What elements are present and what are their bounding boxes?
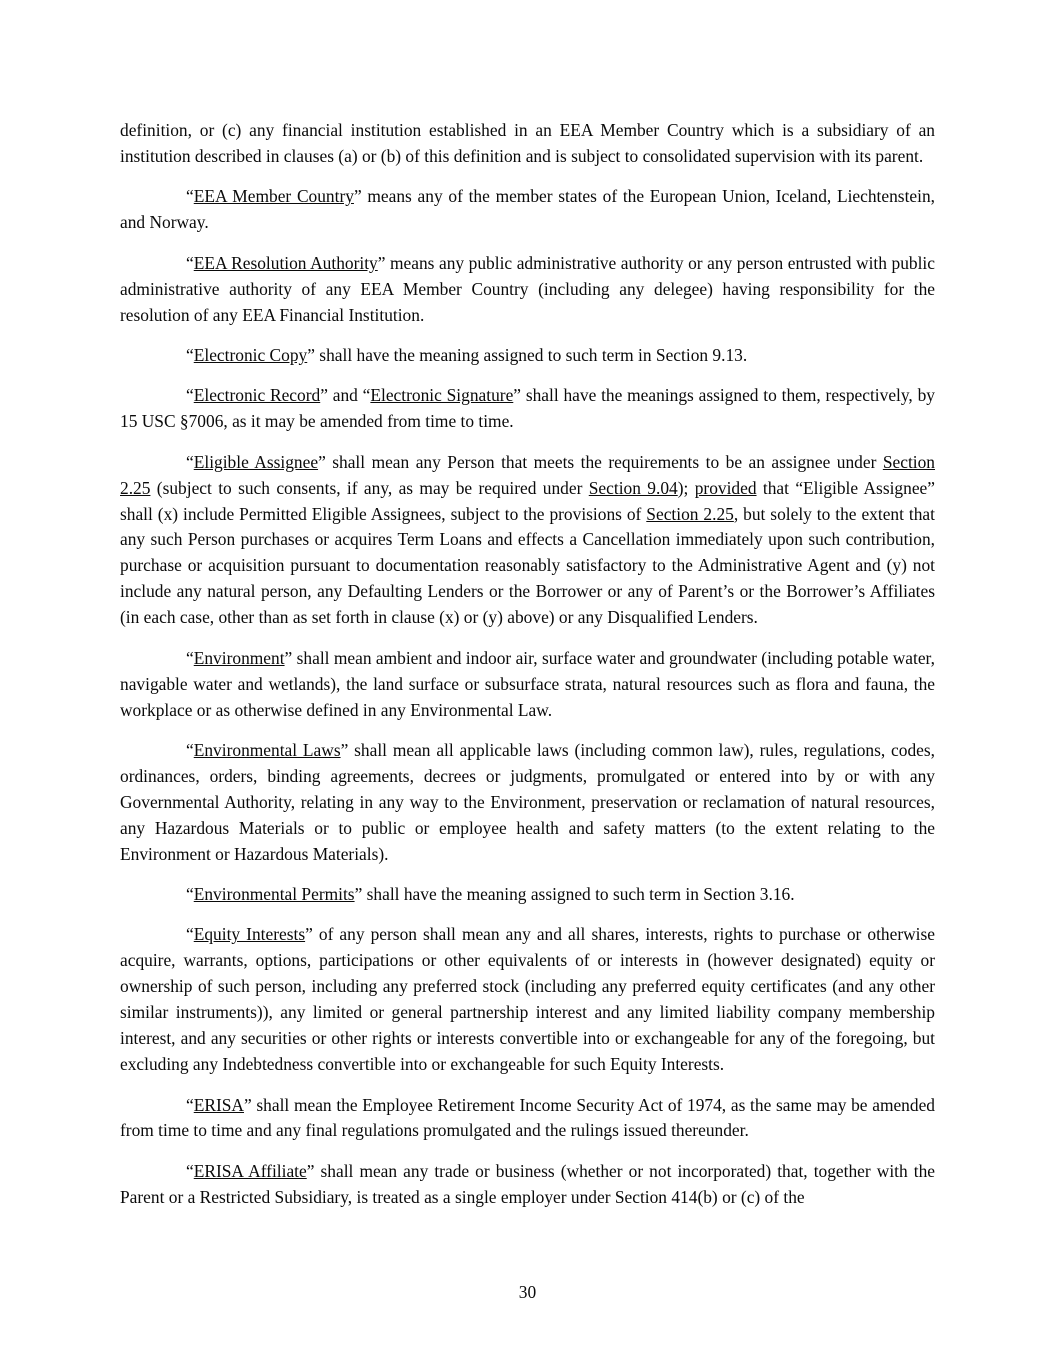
- paragraph: “EEA Resolution Authority” means any public administrative authority or any person entrusted with public administrative authority of any EEA Member Country (including any delegee) having responsibility for the resolution of any EEA Financial Institution.: [120, 252, 935, 325]
- document-body: [120, 118, 935, 1211]
- paragraph: “Environmental Laws” shall mean all applicable laws (including common law), rules, regulations, codes, ordinances, orders, binding agreements, decrees or judgments, promulgated or entered into by or with any Governmental Authority, relating in any way to the Environment, preservation or reclamation of natural resources, any Hazardous Materials or to public or employee health and safety matters (to the extent relating to the Environment or Hazardous Materials).: [120, 739, 935, 864]
- paragraph: “Environmental Permits” shall have the meaning assigned to such term in Section 3.16.: [186, 884, 795, 905]
- paragraph: “Electronic Copy” shall have the meaning assigned to such term in Section 9.13.: [186, 344, 748, 365]
- paragraph: “Environment” shall mean ambient and indoor air, surface water and groundwater (including potable water, navigable water and wetlands), the land surface or subsurface strata, natural resources such as flora and fauna, the workplace or as otherwise defined in any Environmental Law.: [120, 647, 935, 720]
- paragraph: “Equity Interests” of any person shall mean any and all shares, interests, rights to purchase or otherwise acquire, warrants, options, participations or other equivalents of or interests in (however designated) equity or ownership of such person, including any preferred stock (including any preferred equity certificates (and any other similar instruments)), any limited or general partnership interest and any limited liability company membership interest, and any securities or other rights or interests convertible into or exchangeable for any of the foregoing, but excluding any Indebtedness convertible into or exchangeable for such Equity Interests.: [120, 924, 935, 1075]
- paragraph: “ERISA Affiliate” shall mean any trade or business (whether or not incorporated) that, together with the Parent or a Restricted Subsidiary, is treated as a single employer under Section 414(b) or (c) of the: [120, 1160, 935, 1207]
- page-number: 30: [518, 1282, 537, 1302]
- paragraph: “Eligible Assignee” shall mean any Person that meets the requirements to be an assignee under Section 2.25 (subject to such consents, if any, as may be required under Section 9.04); provided that “Eligible Assignee” shall (x) include Permitted Eligible Assignees, subject to the provisions of Section 2.25, but solely to the extent that any such Person purchases or acquires Term Loans and effects a Cancellation immediately upon such contribution, purchase or acquisition pursuant to documentation reasonably satisfactory to the Administrative Agent and (y) not include any natural person, any Defaulting Lenders or the Borrower or any of Parent’s or the Borrower’s Affiliates (in each case, other than as set forth in clause (x) or (y) above) or any Disqualified Lenders.: [120, 451, 936, 628]
- paragraph: “Electronic Record” and “Electronic Signature” shall have the meanings assigned to them, respectively, by 15 USC §7006, as it may be amended from time to time.: [120, 385, 935, 432]
- paragraph: “ERISA” shall mean the Employee Retirement Income Security Act of 1974, as the same may be amended from time to time and any final regulations promulgated and the rulings issued thereunder.: [120, 1094, 935, 1141]
- paragraph: “EEA Member Country” means any of the member states of the European Union, Iceland, Liechtenstein, and Norway.: [120, 186, 935, 233]
- paragraph: definition, or (c) any financial institution established in an EEA Member Country which is a subsidiary of an institution described in clauses (a) or (b) of this definition and is subject to consolidated supervision with its parent.: [120, 120, 935, 166]
